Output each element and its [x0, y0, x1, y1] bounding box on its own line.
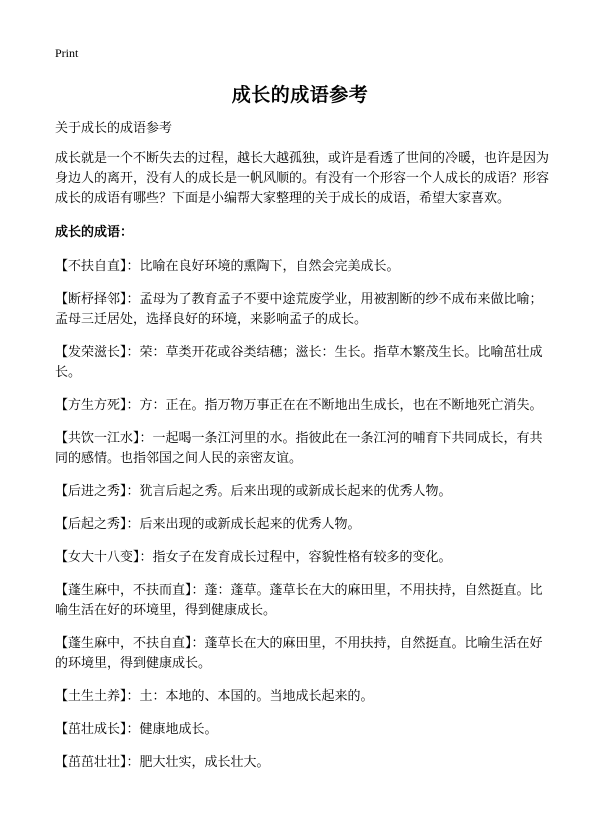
idiom-entry: 【不扶自直】：比喻在良好环境的熏陶下，自然会完美成长。 — [55, 259, 400, 274]
idiom-entry: 【发荣滋长】：荣：草类开花或谷类结穗；滋长：生长。指草木繁茂生长。比喻茁壮成长。 — [55, 345, 543, 380]
article-body — [55, 119, 555, 786]
idiom-entry: 【蓬生麻中，不扶自直】：蓬草长在大的麻田里，不用扶持，自然挺直。比喻生活在好的环境里，得到健康成长。 — [55, 636, 543, 671]
idiom-entry: 【后进之秀】：犹言后起之秀。后来出现的或新成长起来的优秀人物。 — [55, 484, 452, 499]
print-link[interactable]: Print — [55, 46, 79, 60]
section-heading: 成长的成语： — [55, 225, 134, 240]
idiom-entry: 【共饮一江水】：一起喝一条江河里的水。指彼此在一条江河的哺育下共同成长，有共同的感情。也指邻国之间人民的亲密友谊。 — [55, 431, 543, 466]
idiom-entry: 【方生方死】：方：正在。指万物万事正在在不断地出生成长，也在不断地死亡消失。 — [55, 398, 543, 413]
page-title: 成长的成语参考 — [231, 84, 369, 106]
idiom-entry: 【后起之秀】：后来出现的或新成长起来的优秀人物。 — [55, 517, 361, 532]
idiom-entry: 【土生土养】：土：本地的、本国的。当地成长起来的。 — [55, 689, 374, 704]
idiom-entry: 【女大十八变】：指女子在发育成长过程中，容貌性格有较多的变化。 — [55, 550, 452, 565]
idiom-entry: 【蓬生麻中，不扶而直】：蓬：蓬草。蓬草长在大的麻田里，不用扶持，自然挺直。比喻生活在好的环境里，得到健康成长。 — [55, 583, 543, 618]
idiom-entry: 【茁茁壮壮】：肥大壮实，成长壮大。 — [55, 755, 270, 770]
idiom-list — [55, 257, 555, 773]
idiom-entry: 【茁壮成长】：健康地成长。 — [55, 722, 218, 737]
idiom-entry: 【断杼择邻】：孟母为了教育孟子不要中途荒废学业，用被割断的纱不成布来做比喻；孟母三迁居处，选择良好的环境，来影响孟子的成长。 — [55, 292, 543, 327]
article-subtitle: 关于成长的成语参考 — [55, 121, 173, 136]
intro-paragraph: 成长就是一个不断失去的过程，越长大越孤独，或许是看透了世间的冷暖，也许是因为身边人的离开，没有人的成长是一帆风顺的。有没有一个形容一个人成长的成语？形容成长的成语有哪些？下面是小编帮大家整理的关于成长的成语，希望大家喜欢。 — [55, 151, 550, 206]
